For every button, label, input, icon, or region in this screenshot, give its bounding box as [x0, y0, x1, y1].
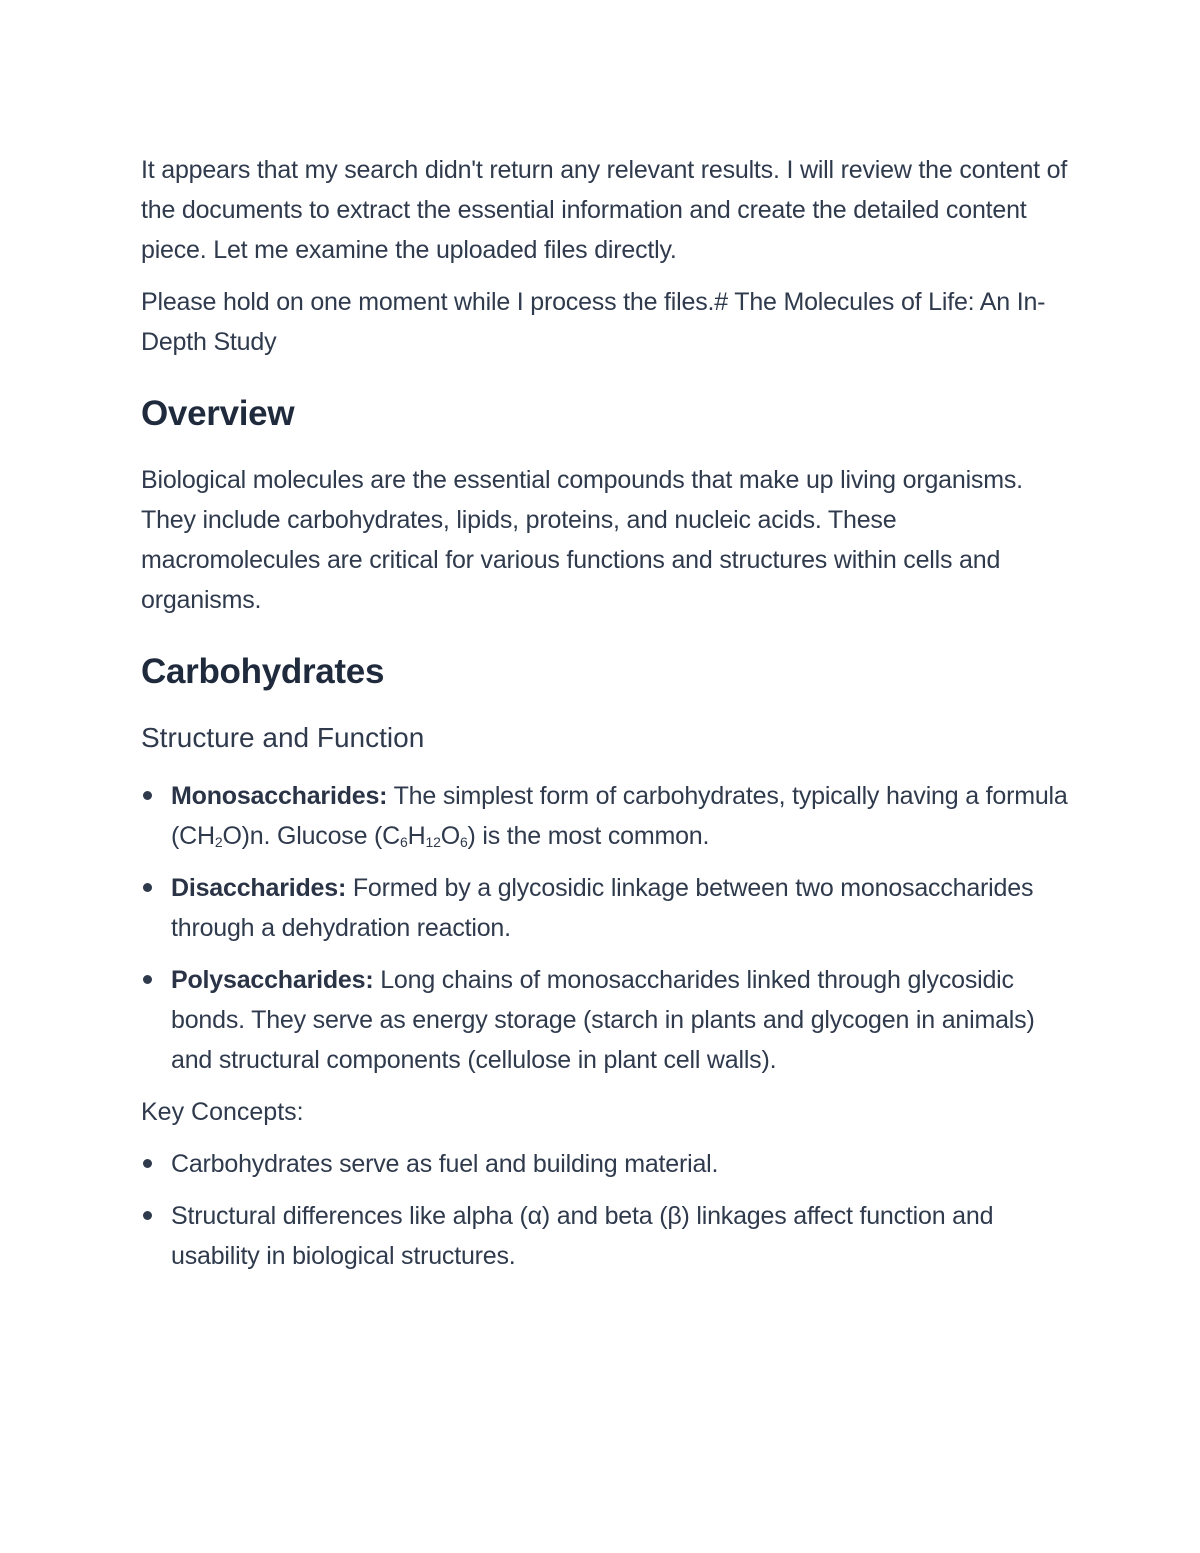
term-label: Polysaccharides: [171, 966, 374, 994]
intro-paragraph-2: Please hold on one moment while I process the files.# The Molecules of Life: An In-Depth Study [141, 288, 1046, 356]
structure-function-subheading: Structure and Function [141, 722, 425, 753]
bullet-icon [143, 791, 152, 800]
bullet-icon [143, 883, 152, 892]
item-text: H [407, 822, 426, 850]
overview-text: Biological molecules are the essential compounds that make up living organisms. They include carbohydrates, lipids, proteins, and nucleic acids. These macromolecules are critical for various functions and structures within cells and organisms. [141, 466, 1023, 614]
list-item [141, 1144, 1071, 1184]
term-label: Disaccharides: [171, 874, 347, 902]
subscript: 6 [400, 834, 408, 850]
bullet-icon [143, 1211, 152, 1220]
bullet-icon [143, 1159, 152, 1168]
item-text: Carbohydrates serve as fuel and building material. [171, 1150, 719, 1178]
key-concepts-label: Key Concepts: [141, 1098, 304, 1126]
key-concepts-list [141, 1144, 1071, 1276]
list-item [141, 1196, 1071, 1276]
subscript: 12 [425, 834, 441, 850]
overview-heading: Overview [141, 394, 295, 433]
item-text: The simplest form of carbohydrates, typically having a formula (CH [171, 782, 1068, 850]
carbohydrates-heading: Carbohydrates [141, 652, 385, 691]
item-text: Structural differences like alpha (α) and beta (β) linkages affect function and usability in biological structures. [171, 1202, 994, 1270]
list-item-disaccharides [141, 868, 1071, 948]
subscript: 6 [459, 834, 468, 850]
item-text: O [440, 822, 460, 850]
intro-paragraph-1: It appears that my search didn't return any relevant results. I will review the content of the documents to extract the essential information and create the detailed content piece. Let me examine the uploaded files directly. [141, 156, 1068, 264]
list-item-polysaccharides [141, 960, 1071, 1080]
document-page [141, 150, 1071, 1288]
carbohydrate-types-list [141, 776, 1071, 1080]
bullet-icon [143, 975, 152, 984]
item-text: Formed by a glycosidic linkage between two monosaccharides through a dehydration reaction. [171, 874, 1034, 942]
item-text: ) is the most common. [467, 822, 710, 850]
term-label: Monosaccharides: [171, 782, 388, 810]
item-text: Long chains of monosaccharides linked through glycosidic bonds. They serve as energy storage (starch in plants and glycogen in animals) and structural components (cellulose in plant cell walls). [171, 966, 1035, 1074]
item-text: O)n. Glucose (C [222, 822, 401, 850]
subscript: 2 [214, 834, 223, 850]
list-item-monosaccharides [141, 776, 1071, 856]
